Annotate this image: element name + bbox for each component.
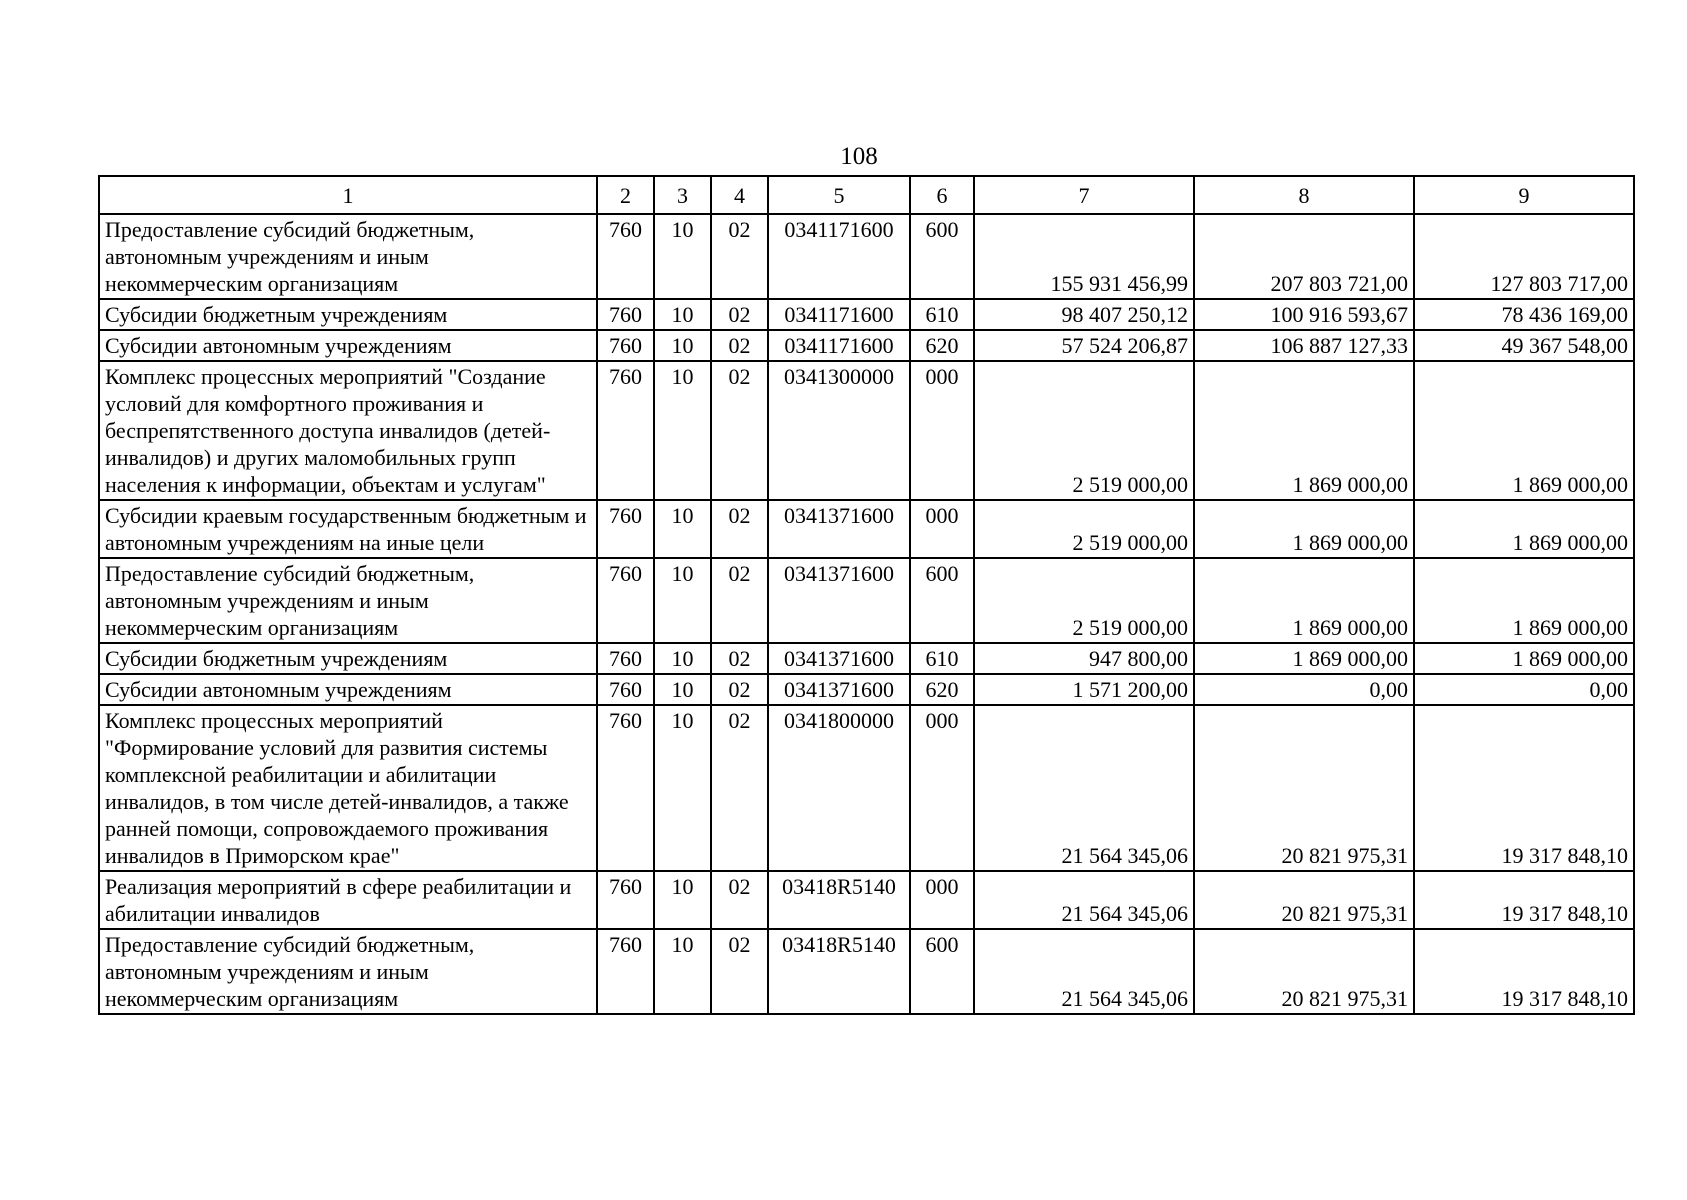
admin-code: 760 (597, 705, 654, 871)
amount-col-7: 21 564 345,06 (974, 705, 1194, 871)
header-cell: 1 (99, 176, 597, 214)
expense-type-code: 600 (910, 214, 974, 299)
header-cell: 5 (768, 176, 910, 214)
subsection-code: 02 (711, 674, 768, 705)
header-cell: 3 (654, 176, 711, 214)
header-cell: 2 (597, 176, 654, 214)
admin-code: 760 (597, 929, 654, 1014)
row-name: Реализация мероприятий в сфере реабилитации и абилитации инвалидов (99, 871, 597, 929)
subsection-code: 02 (711, 558, 768, 643)
amount-col-7: 21 564 345,06 (974, 871, 1194, 929)
row-name: Предоставление субсидий бюджетным, автономным учреждениям и иным некоммерческим организациям (99, 929, 597, 1014)
header-cell: 6 (910, 176, 974, 214)
expense-type-code: 600 (910, 929, 974, 1014)
table-row (99, 361, 1634, 500)
target-article-code: 03418R5140 (768, 871, 910, 929)
amount-col-7: 98 407 250,12 (974, 299, 1194, 330)
budget-table (98, 175, 1635, 1015)
amount-col-7: 2 519 000,00 (974, 558, 1194, 643)
subsection-code: 02 (711, 330, 768, 361)
subsection-code: 02 (711, 643, 768, 674)
amount-col-7: 57 524 206,87 (974, 330, 1194, 361)
target-article-code: 03418R5140 (768, 929, 910, 1014)
amount-col-9: 19 317 848,10 (1414, 929, 1634, 1014)
admin-code: 760 (597, 674, 654, 705)
header-row (99, 176, 1634, 214)
table-row (99, 330, 1634, 361)
admin-code: 760 (597, 643, 654, 674)
amount-col-8: 20 821 975,31 (1194, 929, 1414, 1014)
expense-type-code: 600 (910, 558, 974, 643)
table-row (99, 674, 1634, 705)
subsection-code: 02 (711, 500, 768, 558)
target-article-code: 0341300000 (768, 361, 910, 500)
section-code: 10 (654, 871, 711, 929)
subsection-code: 02 (711, 214, 768, 299)
amount-col-8: 1 869 000,00 (1194, 500, 1414, 558)
amount-col-7: 947 800,00 (974, 643, 1194, 674)
amount-col-9: 49 367 548,00 (1414, 330, 1634, 361)
section-code: 10 (654, 674, 711, 705)
row-name: Субсидии автономным учреждениям (99, 330, 597, 361)
table-row (99, 558, 1634, 643)
section-code: 10 (654, 500, 711, 558)
admin-code: 760 (597, 330, 654, 361)
subsection-code: 02 (711, 705, 768, 871)
amount-col-9: 1 869 000,00 (1414, 643, 1634, 674)
subsection-code: 02 (711, 929, 768, 1014)
subsection-code: 02 (711, 299, 768, 330)
header-cell: 4 (711, 176, 768, 214)
table-row (99, 643, 1634, 674)
header-cell: 7 (974, 176, 1194, 214)
row-name: Субсидии автономным учреждениям (99, 674, 597, 705)
section-code: 10 (654, 361, 711, 500)
expense-type-code: 610 (910, 643, 974, 674)
admin-code: 760 (597, 299, 654, 330)
amount-col-9: 78 436 169,00 (1414, 299, 1634, 330)
row-name: Комплекс процессных мероприятий "Формирование условий для развития системы комплексной реабилитации и абилитации инвалидов, в том числе детей-инвалидов, а также ранней помощи, сопровождаемого проживания инвалидов в Приморском крае" (99, 705, 597, 871)
row-name: Субсидии бюджетным учреждениям (99, 643, 597, 674)
amount-col-8: 106 887 127,33 (1194, 330, 1414, 361)
header-cell: 8 (1194, 176, 1414, 214)
target-article-code: 0341800000 (768, 705, 910, 871)
amount-col-9: 1 869 000,00 (1414, 558, 1634, 643)
amount-col-9: 0,00 (1414, 674, 1634, 705)
amount-col-8: 20 821 975,31 (1194, 871, 1414, 929)
amount-col-8: 0,00 (1194, 674, 1414, 705)
amount-col-8: 1 869 000,00 (1194, 558, 1414, 643)
admin-code: 760 (597, 500, 654, 558)
amount-col-9: 19 317 848,10 (1414, 705, 1634, 871)
amount-col-9: 127 803 717,00 (1414, 214, 1634, 299)
target-article-code: 0341371600 (768, 500, 910, 558)
target-article-code: 0341371600 (768, 674, 910, 705)
admin-code: 760 (597, 871, 654, 929)
table-row (99, 299, 1634, 330)
row-name: Предоставление субсидий бюджетным, автономным учреждениям и иным некоммерческим организациям (99, 558, 597, 643)
table-row (99, 214, 1634, 299)
section-code: 10 (654, 643, 711, 674)
row-name: Комплекс процессных мероприятий "Создание условий для комфортного проживания и беспрепятственного доступа инвалидов (детей-инвалидов) и других маломобильных групп населения к информации, объектам и услугам" (99, 361, 597, 500)
amount-col-9: 1 869 000,00 (1414, 361, 1634, 500)
section-code: 10 (654, 558, 711, 643)
expense-type-code: 620 (910, 330, 974, 361)
admin-code: 760 (597, 214, 654, 299)
amount-col-9: 19 317 848,10 (1414, 871, 1634, 929)
expense-type-code: 610 (910, 299, 974, 330)
row-name: Субсидии краевым государственным бюджетным и автономным учреждениям на иные цели (99, 500, 597, 558)
row-name: Субсидии бюджетным учреждениям (99, 299, 597, 330)
expense-type-code: 620 (910, 674, 974, 705)
table-row (99, 705, 1634, 871)
page-number: 108 (840, 143, 878, 170)
table-row (99, 500, 1634, 558)
admin-code: 760 (597, 361, 654, 500)
amount-col-7: 1 571 200,00 (974, 674, 1194, 705)
section-code: 10 (654, 299, 711, 330)
amount-col-7: 155 931 456,99 (974, 214, 1194, 299)
expense-type-code: 000 (910, 705, 974, 871)
admin-code: 760 (597, 558, 654, 643)
amount-col-7: 21 564 345,06 (974, 929, 1194, 1014)
target-article-code: 0341371600 (768, 643, 910, 674)
section-code: 10 (654, 929, 711, 1014)
section-code: 10 (654, 705, 711, 871)
amount-col-7: 2 519 000,00 (974, 361, 1194, 500)
amount-col-8: 1 869 000,00 (1194, 361, 1414, 500)
amount-col-8: 20 821 975,31 (1194, 705, 1414, 871)
expense-type-code: 000 (910, 871, 974, 929)
header-cell: 9 (1414, 176, 1634, 214)
subsection-code: 02 (711, 361, 768, 500)
target-article-code: 0341371600 (768, 558, 910, 643)
amount-col-9: 1 869 000,00 (1414, 500, 1634, 558)
section-code: 10 (654, 214, 711, 299)
subsection-code: 02 (711, 871, 768, 929)
amount-col-8: 100 916 593,67 (1194, 299, 1414, 330)
expense-type-code: 000 (910, 500, 974, 558)
table-row (99, 871, 1634, 929)
table-row (99, 929, 1634, 1014)
expense-type-code: 000 (910, 361, 974, 500)
target-article-code: 0341171600 (768, 214, 910, 299)
section-code: 10 (654, 330, 711, 361)
amount-col-8: 207 803 721,00 (1194, 214, 1414, 299)
row-name: Предоставление субсидий бюджетным, автономным учреждениям и иным некоммерческим организациям (99, 214, 597, 299)
target-article-code: 0341171600 (768, 299, 910, 330)
amount-col-7: 2 519 000,00 (974, 500, 1194, 558)
target-article-code: 0341171600 (768, 330, 910, 361)
amount-col-8: 1 869 000,00 (1194, 643, 1414, 674)
